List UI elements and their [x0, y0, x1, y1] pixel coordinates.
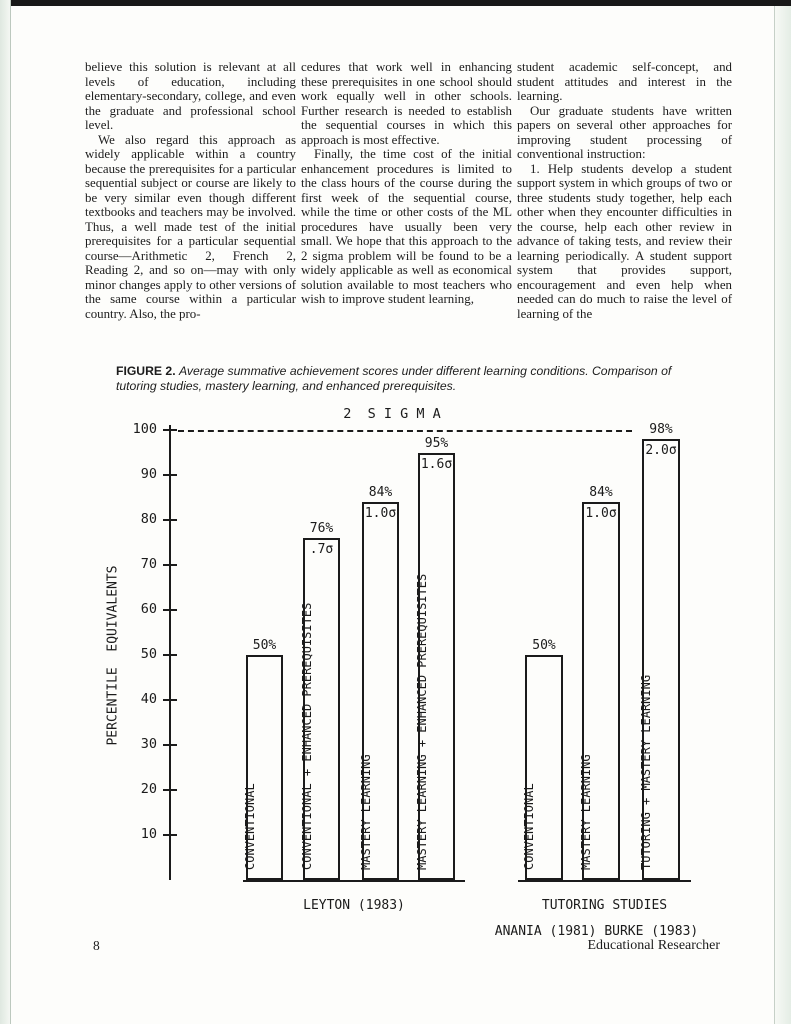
- y-axis-tick: [163, 474, 177, 476]
- page-number: 8: [93, 938, 100, 953]
- bar: [579, 502, 620, 880]
- paragraph: We also regard this approach as widely applicable within a country because the prerequisites for a particular sequential subject or course are likely to be very similar even though different textbooks and teachers may be involved. Thus, a well made test of the initial prerequisites for a particular sequential course—Arithmetic 2, French 2, Reading 2, and so on—may with only minor changes apply to other versions of the same course within a particular country. Also, the pro-: [85, 132, 296, 321]
- y-axis-tick-label: 20: [140, 781, 157, 797]
- bar-condition-label: TUTORING + MASTERY LEARNING: [639, 674, 653, 870]
- group-baseline: [243, 880, 465, 882]
- paragraph: Our graduate students have written papers on several other approaches for improving student processing of conventional instruction:: [517, 103, 732, 161]
- bar: [299, 538, 340, 880]
- text-column-3: [517, 60, 732, 321]
- y-axis-tick-label: 90: [140, 466, 157, 482]
- y-axis-tick: [163, 654, 177, 656]
- paragraph: Finally, the time cost of the initial enhancement procedures is limited to the class hours of the course during the first week of the sequential course, while the time or other costs of the ML procedures have usually been very small. We hope that this approach to the 2 sigma problem will be found to be a widely applicable as well as economical solution available to most teachers who wish to improve student learning,: [301, 147, 512, 306]
- paragraph: believe this solution is relevant at all levels of education, including elementary-secondary, college, and even the graduate and professional school level.: [85, 60, 296, 132]
- group-label: LEYTON (1983): [303, 898, 405, 913]
- bar-condition-label: MASTERY LEARNING: [358, 754, 373, 870]
- bar: [242, 655, 283, 880]
- y-axis-tick: [163, 699, 177, 701]
- bar-value-label: 84%: [368, 485, 393, 500]
- journal-name: Educational Researcher: [587, 938, 720, 953]
- bar: [358, 502, 399, 880]
- y-axis-tick-label: 80: [140, 511, 157, 527]
- bar-value-label: 76%: [309, 521, 334, 536]
- y-axis-tick-label: 50: [140, 646, 157, 662]
- bar: [414, 453, 455, 881]
- paragraph: cedures that work well in enhancing these prerequisites in one school should work equally well in other schools. Further research is needed to establish the sequential courses in which this approach is most effective.: [301, 60, 512, 147]
- figure-caption-label: FIGURE 2.: [116, 364, 176, 379]
- bar-chart: [85, 402, 745, 962]
- bar-value-label: 95%: [424, 435, 449, 451]
- sigma-reference-line: [178, 430, 632, 432]
- bar-condition-label: MASTERY LEARNING: [579, 754, 593, 870]
- bar-value-label: 84%: [589, 485, 613, 500]
- scan-edge-left: [0, 0, 11, 1024]
- bar-sigma-label: 2.0σ: [645, 443, 677, 458]
- sigma-line-label: 2 S I G M A: [343, 406, 441, 422]
- group-label: TUTORING STUDIES: [541, 898, 668, 913]
- y-axis-tick-label: 70: [140, 556, 157, 572]
- bar: [639, 439, 680, 880]
- scan-edge-right: [774, 6, 791, 1024]
- figure-caption-text: Average summative achievement scores under different learning conditions. Comparison of tutoring studies, mastery learning, and enhanced prerequisites.: [116, 364, 672, 394]
- bar-condition-label: MASTERY LEARNING + ENHANCED PREREQUISITES: [414, 573, 429, 870]
- y-axis-tick-label: 30: [140, 736, 157, 752]
- bar-sigma-label: .7σ: [309, 542, 334, 557]
- group-baseline: [518, 880, 691, 882]
- y-axis-tick: [163, 789, 177, 791]
- y-axis-line: [169, 425, 171, 880]
- y-axis-tick: [163, 564, 177, 566]
- scan-edge-top: [4, 0, 791, 6]
- paragraph: 1. Help students develop a student support system in which groups of two or three students study together, help each other when they encounter difficulties in the course, help each other review in advance of taking tests, and review their learning periodically. A student support system that provides support, encouragement and even help when needed can do much to raise the level of learning of the: [517, 161, 732, 321]
- y-axis-tick-label: 60: [140, 601, 157, 617]
- bar-value-label: 50%: [532, 638, 556, 653]
- figure-caption: [116, 364, 708, 394]
- paragraph: student academic self-concept, and student attitudes and interest in the learning.: [517, 60, 732, 103]
- y-axis-tick: [163, 519, 177, 521]
- y-axis-tick: [163, 609, 177, 611]
- y-axis-tick-label: 100: [132, 421, 157, 437]
- bar-condition-label: CONVENTIONAL: [242, 783, 257, 870]
- y-axis-tick: [163, 834, 177, 836]
- bar-sigma-label: 1.0σ: [585, 506, 617, 521]
- bar-condition-label: CONVENTIONAL: [522, 783, 536, 870]
- bar-sigma-label: 1.6σ: [420, 456, 453, 472]
- group-sublabel: ANANIA (1981) BURKE (1983): [494, 924, 699, 939]
- bar: [522, 655, 563, 880]
- text-column-2: [301, 60, 512, 307]
- text-column-1: [85, 60, 296, 321]
- y-axis-tick-label: 10: [140, 826, 157, 842]
- bar-value-label: 98%: [649, 422, 673, 437]
- bar-sigma-label: 1.0σ: [364, 506, 397, 521]
- y-axis-tick-label: 40: [140, 691, 157, 707]
- y-axis-tick: [163, 744, 177, 746]
- bar-condition-label: CONVENTIONAL + ENHANCED PREREQUISITES: [299, 602, 314, 870]
- bar-value-label: 50%: [252, 638, 277, 653]
- y-axis-title: PERCENTILE EQUIVALENTS: [105, 565, 121, 746]
- y-axis-tick: [163, 429, 177, 431]
